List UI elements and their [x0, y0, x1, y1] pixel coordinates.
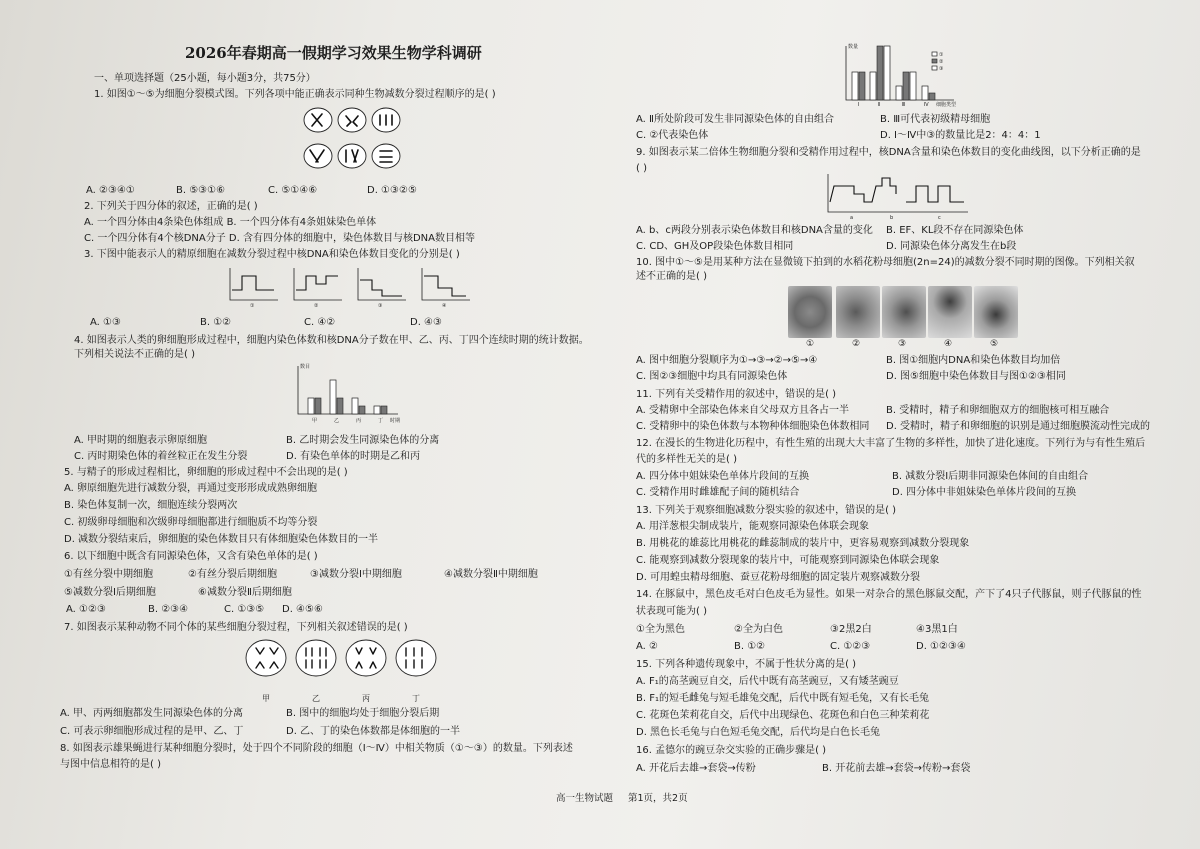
q14-option-d: D. ①②③④ [916, 641, 966, 652]
question-10-line1: 10. 图中①～⑤是用某种方法在显微镜下拍到的水稻花粉母细胞(2n=24)的减数分裂不同时期的图像。下列相关叙 [636, 257, 1135, 268]
q14-option-b: B. ①② [734, 641, 766, 652]
q3-option-d: D. ④③ [410, 317, 442, 328]
q13-option-a: A. 用洋葱根尖制成装片，能观察同源染色体联会现象 [636, 521, 870, 532]
q3-step-graphs [226, 266, 476, 308]
q5-option-a: A. 卵原细胞先进行减数分裂，再通过变形形成成熟卵细胞 [64, 483, 318, 494]
q14-item-4: ④3黑1白 [916, 624, 958, 635]
question-2: 2. 下列关于四分体的叙述，正确的是( ) [84, 201, 258, 212]
q6-item-1: ①有丝分裂中期细胞 [64, 569, 153, 580]
question-12-line1: 12. 在漫长的生物进化历程中，有性生殖的出现大大丰富了生物的多样性，加快了进化速度。下列行为与有性生殖后 [636, 438, 1146, 449]
question-9-line2: ( ) [636, 163, 647, 174]
micrograph-label-3: ③ [898, 339, 907, 349]
q8-option-c: C. ②代表染色体 [636, 130, 709, 141]
question-8-line1: 8. 如图表示雄果蝇进行某种细胞分裂时，处于四个不同阶段的细胞（Ⅰ～Ⅳ）中相关物质（①～③）的数量。下列表述 [60, 743, 573, 754]
q4-bars [308, 380, 387, 414]
q10-option-c: C. 图②③细胞中均具有同源染色体 [636, 371, 788, 382]
micrograph-4 [928, 286, 972, 338]
q7-option-d: D. 乙、丁的染色体数都是体细胞的一半 [286, 726, 461, 737]
svg-text:丙: 丙 [356, 418, 362, 424]
q8-option-d: D. Ⅰ～Ⅳ中③的数量比是2：4：4：1 [880, 130, 1041, 141]
q6-item-5: ⑤减数分裂Ⅰ后期细胞 [64, 587, 156, 598]
q7-option-c: C. 可表示卵细胞形成过程的是甲、乙、丁 [60, 726, 244, 737]
micrograph-label-4: ④ [944, 339, 953, 349]
q16-option-a: A. 开花后去雄→套袋→传粉 [636, 763, 756, 774]
q1-option-d: D. ①③②⑤ [367, 185, 417, 196]
q6-option-c: C. ①③⑤ [224, 604, 265, 615]
q6-option-a: A. ①②③ [66, 604, 106, 615]
q6-item-3: ③减数分裂Ⅰ中期细胞 [310, 569, 402, 580]
question-4-line1: 4. 如图表示人类的卵细胞形成过程中，细胞内染色体数和核DNA分子数在甲、乙、丙、丁四个连续时期的统计数据。 [74, 335, 589, 346]
q8-bar-chart [836, 42, 964, 108]
q14-option-a: A. ② [636, 641, 658, 652]
svg-text:Ⅱ: Ⅱ [878, 102, 881, 108]
q4-option-b: B. 乙时期会发生同源染色体的分离 [286, 435, 440, 446]
q13-option-c: C. 能观察到减数分裂现象的装片中，可能观察到同源染色体联会现象 [636, 555, 940, 566]
svg-text:甲: 甲 [312, 418, 318, 424]
q10-option-a: A. 图中细胞分裂顺序为①→③→②→⑤→④ [636, 355, 818, 366]
footer-subject: 高一生物试题 [556, 793, 614, 804]
svg-text:丁: 丁 [378, 418, 384, 424]
micrograph-label-5: ⑤ [990, 339, 999, 349]
q7-label-jia: 甲 [262, 694, 270, 703]
micrograph-1 [788, 286, 832, 338]
question-12-line2: 代的多样性无关的是( ) [636, 454, 737, 465]
svg-text:③: ③ [939, 66, 944, 72]
svg-text:c: c [938, 215, 941, 221]
q1-cell-figures [300, 104, 410, 176]
q14-item-2: ②全为白色 [734, 624, 783, 635]
micrograph-2 [836, 286, 880, 338]
q1-option-a: A. ②③④① [86, 185, 135, 196]
q10-option-b: B. 图①细胞内DNA和染色体数目均加倍 [886, 355, 1061, 366]
q3-option-b: B. ①② [200, 317, 232, 328]
question-14-line2: 状表现可能为( ) [636, 606, 707, 617]
question-1: 1. 如图①～⑤为细胞分裂模式图。下列各项中能正确表示同种生物减数分裂过程顺序的是( ) [94, 89, 496, 100]
q6-item-4: ④减数分裂Ⅱ中期细胞 [444, 569, 538, 580]
svg-text:时期: 时期 [390, 418, 401, 424]
q8-option-b: B. Ⅲ可代表初级精母细胞 [880, 114, 991, 125]
q14-option-c: C. ①②③ [830, 641, 871, 652]
svg-text:③: ③ [378, 303, 383, 309]
q4-option-c: C. 丙时期染色体的着丝粒正在发生分裂 [74, 451, 248, 462]
q5-option-c: C. 初级卵母细胞和次级卵母细胞都进行细胞质不均等分裂 [64, 517, 318, 528]
q11-option-b: B. 受精时，精子和卵细胞双方的细胞核可相互融合 [886, 405, 1110, 416]
q8-bars [852, 46, 935, 100]
q4-option-d: D. 有染色单体的时期是乙和丙 [286, 451, 421, 462]
q7-option-b: B. 图中的细胞均处于细胞分裂后期 [286, 708, 440, 719]
q12-option-d: D. 四分体中非姐妹染色单体片段间的互换 [892, 487, 1077, 498]
question-3: 3. 下图中能表示人的精原细胞在减数分裂过程中核DNA和染色体数目变化的分别是( ) [84, 249, 460, 260]
svg-text:数量: 数量 [848, 44, 859, 50]
question-9-line1: 9. 如图表示某二倍体生物细胞分裂和受精作用过程中，核DNA含量和染色体数目的变化曲线图，以下分析正确的是 [636, 147, 1141, 158]
q1-option-c: C. ⑤①④⑥ [268, 185, 318, 196]
question-5: 5. 与精子的形成过程相比，卵细胞的形成过程中不会出现的是( ) [64, 467, 348, 478]
q5-option-d: D. 减数分裂结束后，卵细胞的染色体数目只有体细胞染色体数目的一半 [64, 534, 379, 545]
q14-item-1: ①全为黑色 [636, 624, 685, 635]
question-11: 11. 下列有关受精作用的叙述中，错误的是( ) [636, 389, 837, 400]
q4-option-a: A. 甲时期的细胞表示卵原细胞 [74, 435, 208, 446]
question-14-line1: 14. 在豚鼠中，黑色皮毛对白色皮毛为显性。如果一对杂合的黑色豚鼠交配，产下了4只子代豚鼠，则子代豚鼠的性 [636, 589, 1142, 600]
q6-item-6: ⑥减数分裂Ⅱ后期细胞 [198, 587, 292, 598]
q7-label-ding: 丁 [412, 694, 420, 703]
svg-text:②: ② [939, 59, 944, 65]
q15-option-c: C. 花斑色茉莉花自交，后代中出现绿色、花斑色和白色三种茉莉花 [636, 710, 930, 721]
question-6: 6. 以下细胞中既含有同源染色体，又含有染色单体的是( ) [64, 551, 318, 562]
q12-option-a: A. 四分体中姐妹染色单体片段间的互换 [636, 471, 810, 482]
svg-text:乙: 乙 [334, 418, 340, 424]
svg-text:Ⅲ: Ⅲ [902, 102, 906, 108]
footer-page-number: 第1页，共2页 [628, 793, 688, 804]
question-16: 16. 孟德尔的豌豆杂交实验的正确步骤是( ) [636, 745, 827, 756]
q10-option-d: D. 图⑤细胞中染色体数目与图①②③相同 [886, 371, 1066, 382]
q11-option-d: D. 受精时，精子和卵细胞的识别是通过细胞膜流动性完成的 [886, 421, 1151, 432]
section-heading: 一、单项选择题（25小题，每小题3分，共75分） [94, 73, 316, 84]
q13-option-b: B. 用桃花的雄蕊比用桃花的雌蕊制成的装片中，更容易观察到减数分裂现象 [636, 538, 970, 549]
q6-option-b: B. ②③④ [148, 604, 189, 615]
q14-item-3: ③2黑2白 [830, 624, 872, 635]
svg-text:④: ④ [442, 303, 447, 309]
q3-option-c: C. ④② [304, 317, 336, 328]
q15-option-b: B. F₁的短毛雌兔与短毛雄兔交配，后代中既有短毛兔，又有长毛兔 [636, 693, 929, 704]
micrograph-5 [974, 286, 1018, 338]
q12-option-b: B. 减数分裂Ⅰ后期非同源染色体间的自由组合 [892, 471, 1089, 482]
svg-text:①: ① [939, 52, 944, 58]
q2-options-cd: C. 一个四分体有4个核DNA分子 D. 含有四分体的细胞中，染色体数目与核DNA数目相等 [84, 233, 475, 244]
q3-option-a: A. ①③ [90, 317, 121, 328]
q8-legend [932, 52, 944, 72]
question-4-line2: 下列相关说法不正确的是( ) [74, 349, 195, 360]
q2-options-ab: A. 一个四分体由4条染色体组成 B. 一个四分体有4条姐妹染色单体 [84, 217, 377, 228]
q9-option-b: B. EF、KL段不存在同源染色体 [886, 225, 1024, 236]
q7-label-bing: 丙 [362, 694, 370, 703]
q1-option-b: B. ⑤③①⑥ [176, 185, 226, 196]
q6-item-2: ②有丝分裂后期细胞 [188, 569, 277, 580]
question-8-line2: 与图中信息相符的是( ) [60, 759, 161, 770]
svg-text:Ⅰ: Ⅰ [858, 102, 860, 108]
exam-title: 2026年春期高一假期学习效果生物学科调研 [185, 44, 482, 62]
svg-text:②: ② [314, 303, 319, 309]
svg-text:Ⅳ: Ⅳ [924, 102, 929, 108]
svg-text:细胞类型: 细胞类型 [936, 102, 957, 108]
svg-text:①: ① [250, 303, 255, 309]
q9-line-graph [820, 172, 972, 220]
question-13: 13. 下列关于观察细胞减数分裂实验的叙述中，错误的是( ) [636, 505, 897, 516]
q9-option-c: C. CD、GH及OP段染色体数目相同 [636, 241, 794, 252]
micrograph-label-2: ② [852, 339, 861, 349]
q15-option-a: A. F₁的高茎豌豆自交，后代中既有高茎豌豆，又有矮茎豌豆 [636, 676, 899, 687]
q16-option-b: B. 开花前去雄→套袋→传粉→套袋 [822, 763, 971, 774]
q7-label-yi: 乙 [312, 694, 320, 703]
q13-option-d: D. 可用蝗虫精母细胞、蚕豆花粉母细胞的固定装片观察减数分裂 [636, 572, 921, 583]
q15-option-d: D. 黑色长毛兔与白色短毛兔交配，后代均是白色长毛兔 [636, 727, 881, 738]
svg-text:b: b [890, 215, 894, 221]
q5-option-b: B. 染色体复制一次，细胞连续分裂两次 [64, 500, 238, 511]
question-7: 7. 如图表示某种动物不同个体的某些细胞分裂过程，下列相关叙述错误的是( ) [64, 622, 408, 633]
q7-cell-figures [242, 636, 442, 698]
q4-ylabel: 数目 [300, 364, 311, 370]
svg-text:a: a [850, 215, 854, 221]
q11-option-c: C. 受精卵中的染色体数与本物种体细胞染色体数相同 [636, 421, 870, 432]
q12-option-c: C. 受精作用时雌雄配子间的随机结合 [636, 487, 800, 498]
q11-option-a: A. 受精卵中全部染色体来自父母双方且各占一半 [636, 405, 850, 416]
micrograph-label-1: ① [806, 339, 815, 349]
q9-option-d: D. 同源染色体分离发生在b段 [886, 241, 1017, 252]
micrograph-3 [882, 286, 926, 338]
q4-bar-chart [290, 362, 410, 426]
q6-option-d: D. ④⑤⑥ [282, 604, 323, 615]
q9-option-a: A. b、c两段分别表示染色体数目和核DNA含量的变化 [636, 225, 873, 236]
q8-option-a: A. Ⅱ所处阶段可发生非同源染色体的自由组合 [636, 114, 834, 125]
question-15: 15. 下列各种遗传现象中，不属于性状分离的是( ) [636, 659, 857, 670]
question-10-line2: 述不正确的是( ) [636, 271, 707, 282]
q7-option-a: A. 甲、丙两细胞都发生同源染色体的分离 [60, 708, 244, 719]
